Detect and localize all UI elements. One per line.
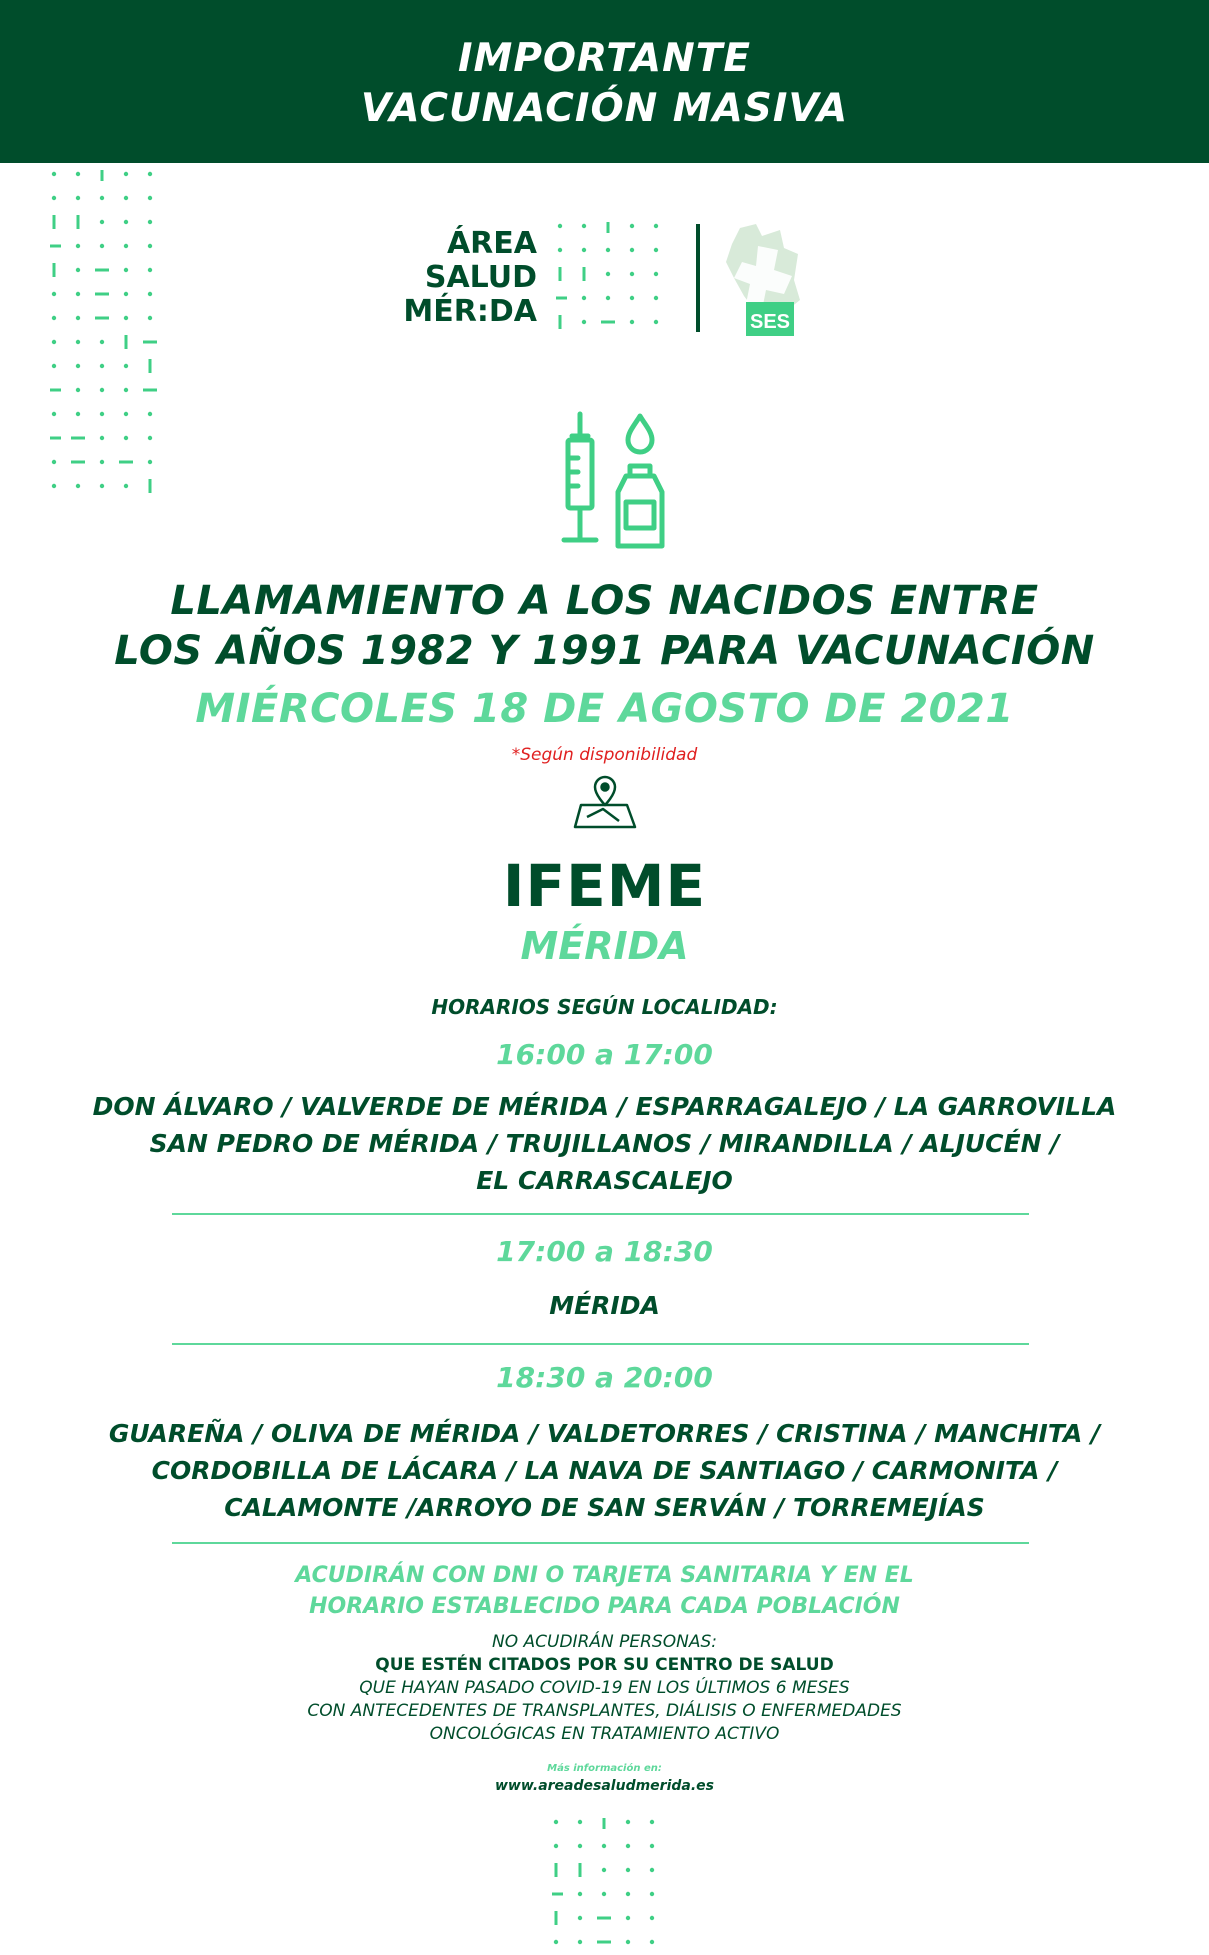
towns-slot-3 bbox=[0, 1415, 1209, 1526]
headline-line2: LOS AÑOS 1982 Y 1991 PARA VACUNACIÓN bbox=[114, 628, 1095, 674]
pattern-dot bbox=[626, 1820, 630, 1824]
pattern-dot bbox=[53, 263, 56, 277]
pattern-dot bbox=[76, 316, 80, 320]
pattern-dot bbox=[626, 1892, 630, 1896]
pattern-dot bbox=[148, 268, 152, 272]
pattern-dot bbox=[101, 170, 104, 181]
pattern-dot bbox=[76, 484, 80, 488]
pattern-dot bbox=[76, 388, 80, 392]
pattern-dot bbox=[95, 317, 109, 320]
pattern-dot bbox=[52, 172, 56, 176]
pattern-dot bbox=[554, 1940, 558, 1944]
pattern-dot bbox=[52, 292, 56, 296]
pattern-dot bbox=[606, 272, 610, 276]
pattern-dot bbox=[578, 1820, 582, 1824]
pattern-dot bbox=[76, 244, 80, 248]
notice-line1: ACUDIRÁN CON DNI O TARJETA SANITARIA Y EN EL bbox=[295, 1563, 914, 1588]
pattern-dot bbox=[626, 1940, 630, 1944]
pattern-dot bbox=[582, 224, 586, 228]
pattern-dot bbox=[100, 196, 104, 200]
pattern-dot bbox=[149, 359, 152, 373]
pattern-dot bbox=[582, 320, 586, 324]
pattern-dot bbox=[602, 1868, 606, 1872]
pattern-dot bbox=[654, 224, 658, 228]
pattern-dot bbox=[583, 267, 586, 281]
pattern-dot bbox=[602, 1844, 606, 1848]
time-slot-1: 16:00 a 17:00 bbox=[496, 1038, 713, 1071]
pattern-dot bbox=[124, 172, 128, 176]
pattern-dot bbox=[554, 1820, 558, 1824]
pattern-dot bbox=[558, 248, 562, 252]
pattern-dot bbox=[650, 1868, 654, 1872]
ses-logo bbox=[722, 220, 804, 338]
ses-label: SES bbox=[749, 311, 791, 333]
pattern-dot bbox=[554, 1844, 558, 1848]
pattern-dot bbox=[148, 172, 152, 176]
header-title-line2: VACUNACIÓN MASIVA bbox=[360, 86, 849, 131]
pattern-dot bbox=[582, 296, 586, 300]
pattern-dot bbox=[124, 268, 128, 272]
pattern-dot bbox=[630, 320, 634, 324]
pattern-dot bbox=[100, 364, 104, 368]
pattern-dot bbox=[148, 244, 152, 248]
pattern-dot bbox=[148, 412, 152, 416]
pattern-dot bbox=[124, 388, 128, 392]
pattern-dot bbox=[650, 1940, 654, 1944]
exclusion-item: CON ANTECEDENTES DE TRANSPLANTES, DIÁLISIS O ENFERMEDADES bbox=[307, 1701, 902, 1721]
towns-slot-2 bbox=[0, 1287, 1209, 1324]
pattern-dot bbox=[52, 196, 56, 200]
pattern-dot bbox=[148, 436, 152, 440]
pattern-dot bbox=[626, 1868, 630, 1872]
pattern-dot bbox=[630, 272, 634, 276]
pattern-dot bbox=[579, 1863, 582, 1877]
logo-dot-pattern bbox=[556, 222, 668, 334]
pattern-dot bbox=[654, 248, 658, 252]
pattern-dot bbox=[124, 484, 128, 488]
towns-line: EL CARRASCALEJO bbox=[476, 1166, 733, 1195]
pattern-dot bbox=[50, 245, 61, 248]
pattern-dot bbox=[650, 1820, 654, 1824]
pattern-dot bbox=[76, 364, 80, 368]
pattern-dot bbox=[578, 1892, 582, 1896]
pattern-dot bbox=[626, 1844, 630, 1848]
pattern-dot bbox=[76, 196, 80, 200]
towns-line: CALAMONTE /ARROYO DE SAN SERVÁN / TORREMEJÍAS bbox=[224, 1493, 985, 1522]
pattern-dot bbox=[597, 1917, 611, 1920]
pattern-dot bbox=[630, 224, 634, 228]
pattern-dot bbox=[143, 389, 157, 392]
website-link[interactable]: www.areadesaludmerida.es bbox=[494, 1778, 714, 1794]
pattern-dot bbox=[53, 215, 56, 229]
pattern-dot bbox=[602, 1892, 606, 1896]
more-info-label: Más información en: bbox=[547, 1763, 662, 1774]
pattern-dot bbox=[143, 341, 157, 344]
left-dot-pattern bbox=[50, 170, 160, 505]
pattern-dot bbox=[148, 196, 152, 200]
pattern-dot bbox=[95, 269, 109, 272]
pattern-dot bbox=[100, 484, 104, 488]
pattern-dot bbox=[654, 320, 658, 324]
pattern-dot bbox=[52, 316, 56, 320]
pattern-dot bbox=[555, 1911, 558, 1925]
bottom-dot-pattern bbox=[552, 1818, 662, 1955]
pattern-dot bbox=[578, 1916, 582, 1920]
pattern-dot bbox=[559, 267, 562, 281]
pattern-dot bbox=[607, 222, 610, 233]
pattern-dot bbox=[149, 479, 152, 493]
pattern-dot bbox=[578, 1844, 582, 1848]
pattern-dot bbox=[558, 224, 562, 228]
pattern-dot bbox=[52, 412, 56, 416]
towns-line: SAN PEDRO DE MÉRIDA / TRUJILLANOS / MIRANDILLA / ALJUCÉN / bbox=[149, 1129, 1060, 1158]
towns-line: DON ÁLVARO / VALVERDE DE MÉRIDA / ESPARRAGALEJO / LA GARROVILLA bbox=[92, 1092, 1117, 1121]
pattern-dot bbox=[603, 1818, 606, 1829]
pattern-dot bbox=[124, 292, 128, 296]
pattern-dot bbox=[124, 244, 128, 248]
pattern-dot bbox=[124, 316, 128, 320]
pattern-dot bbox=[148, 316, 152, 320]
pattern-dot bbox=[100, 436, 104, 440]
pattern-dot bbox=[52, 340, 56, 344]
time-slot-2: 17:00 a 18:30 bbox=[496, 1235, 713, 1268]
exclusion-item: QUE ESTÉN CITADOS POR SU CENTRO DE SALUD bbox=[375, 1655, 834, 1675]
time-slot-3: 18:30 a 20:00 bbox=[496, 1361, 713, 1394]
logo-line3: MÉR:DA bbox=[403, 294, 537, 329]
pattern-dot bbox=[71, 437, 85, 440]
area-salud-merida-logo bbox=[395, 227, 537, 329]
pattern-dot bbox=[626, 1916, 630, 1920]
exclusions-block bbox=[0, 1631, 1209, 1746]
pattern-dot bbox=[148, 292, 152, 296]
pattern-dot bbox=[77, 215, 80, 229]
pattern-dot bbox=[124, 412, 128, 416]
pattern-dot bbox=[76, 412, 80, 416]
towns-line: MÉRIDA bbox=[549, 1291, 660, 1320]
pattern-dot bbox=[148, 220, 152, 224]
header-banner bbox=[0, 0, 1209, 163]
towns-line: CORDOBILLA DE LÁCARA / LA NAVA DE SANTIAGO / CARMONITA / bbox=[151, 1456, 1058, 1485]
section-divider bbox=[172, 1542, 1029, 1544]
pattern-dot bbox=[125, 335, 128, 349]
pattern-dot bbox=[555, 1863, 558, 1877]
venue-city: MÉRIDA bbox=[520, 924, 689, 968]
pattern-dot bbox=[606, 296, 610, 300]
section-divider bbox=[172, 1213, 1029, 1215]
pattern-dot bbox=[52, 460, 56, 464]
pattern-dot bbox=[50, 437, 61, 440]
pattern-dot bbox=[100, 412, 104, 416]
attendance-notice bbox=[0, 1560, 1209, 1622]
pattern-dot bbox=[124, 436, 128, 440]
logo-line2: SALUD bbox=[424, 260, 537, 295]
exclusions-title: NO ACUDIRÁN PERSONAS: bbox=[492, 1632, 717, 1652]
pattern-dot bbox=[148, 460, 152, 464]
pattern-dot bbox=[124, 220, 128, 224]
pattern-dot bbox=[95, 293, 109, 296]
pattern-dot bbox=[100, 244, 104, 248]
pattern-dot bbox=[76, 292, 80, 296]
pattern-dot bbox=[100, 340, 104, 344]
header-title-line1: IMPORTANTE bbox=[458, 36, 751, 81]
logo-divider bbox=[696, 224, 700, 332]
pattern-dot bbox=[552, 1893, 563, 1896]
pattern-dot bbox=[650, 1916, 654, 1920]
section-divider bbox=[172, 1343, 1029, 1345]
pattern-dot bbox=[630, 296, 634, 300]
pattern-dot bbox=[50, 389, 61, 392]
pattern-dot bbox=[76, 172, 80, 176]
pattern-dot bbox=[582, 248, 586, 252]
venue-name: IFEME bbox=[502, 852, 707, 920]
pattern-dot bbox=[578, 1940, 582, 1944]
event-date: MIÉRCOLES 18 DE AGOSTO DE 2021 bbox=[195, 686, 1014, 732]
notice-line2: HORARIO ESTABLECIDO PARA CADA POBLACIÓN bbox=[309, 1594, 900, 1619]
pattern-dot bbox=[119, 461, 133, 464]
pattern-dot bbox=[650, 1892, 654, 1896]
availability-note: *Según disponibilidad bbox=[511, 745, 698, 765]
exclusion-item: ONCOLÓGICAS EN TRATAMIENTO ACTIVO bbox=[429, 1724, 780, 1744]
pattern-dot bbox=[606, 248, 610, 252]
pattern-dot bbox=[100, 220, 104, 224]
towns-slot-1 bbox=[0, 1088, 1209, 1199]
pattern-dot bbox=[630, 248, 634, 252]
pattern-dot bbox=[52, 484, 56, 488]
headline-line1: LLAMAMIENTO A LOS NACIDOS ENTRE bbox=[170, 578, 1039, 624]
pattern-dot bbox=[76, 340, 80, 344]
towns-line: GUAREÑA / OLIVA DE MÉRIDA / VALDETORRES / CRISTINA / MANCHITA / bbox=[108, 1419, 1101, 1448]
pattern-dot bbox=[556, 297, 567, 300]
pattern-dot bbox=[650, 1844, 654, 1848]
logo-line1: ÁREA bbox=[446, 226, 537, 261]
pattern-dot bbox=[654, 272, 658, 276]
map-pin-icon bbox=[573, 775, 637, 831]
pattern-dot bbox=[100, 460, 104, 464]
syringe-vial-icon bbox=[550, 410, 670, 552]
pattern-dot bbox=[559, 315, 562, 329]
pattern-dot bbox=[654, 296, 658, 300]
pattern-dot bbox=[597, 1941, 611, 1944]
pattern-dot bbox=[100, 388, 104, 392]
pattern-dot bbox=[124, 196, 128, 200]
pattern-dot bbox=[71, 461, 85, 464]
pattern-dot bbox=[52, 364, 56, 368]
pattern-dot bbox=[124, 364, 128, 368]
pattern-dot bbox=[601, 321, 615, 324]
schedule-title: HORARIOS SEGÚN LOCALIDAD: bbox=[431, 995, 778, 1019]
exclusion-item: QUE HAYAN PASADO COVID-19 EN LOS ÚLTIMOS 6 MESES bbox=[359, 1678, 850, 1698]
pattern-dot bbox=[76, 268, 80, 272]
